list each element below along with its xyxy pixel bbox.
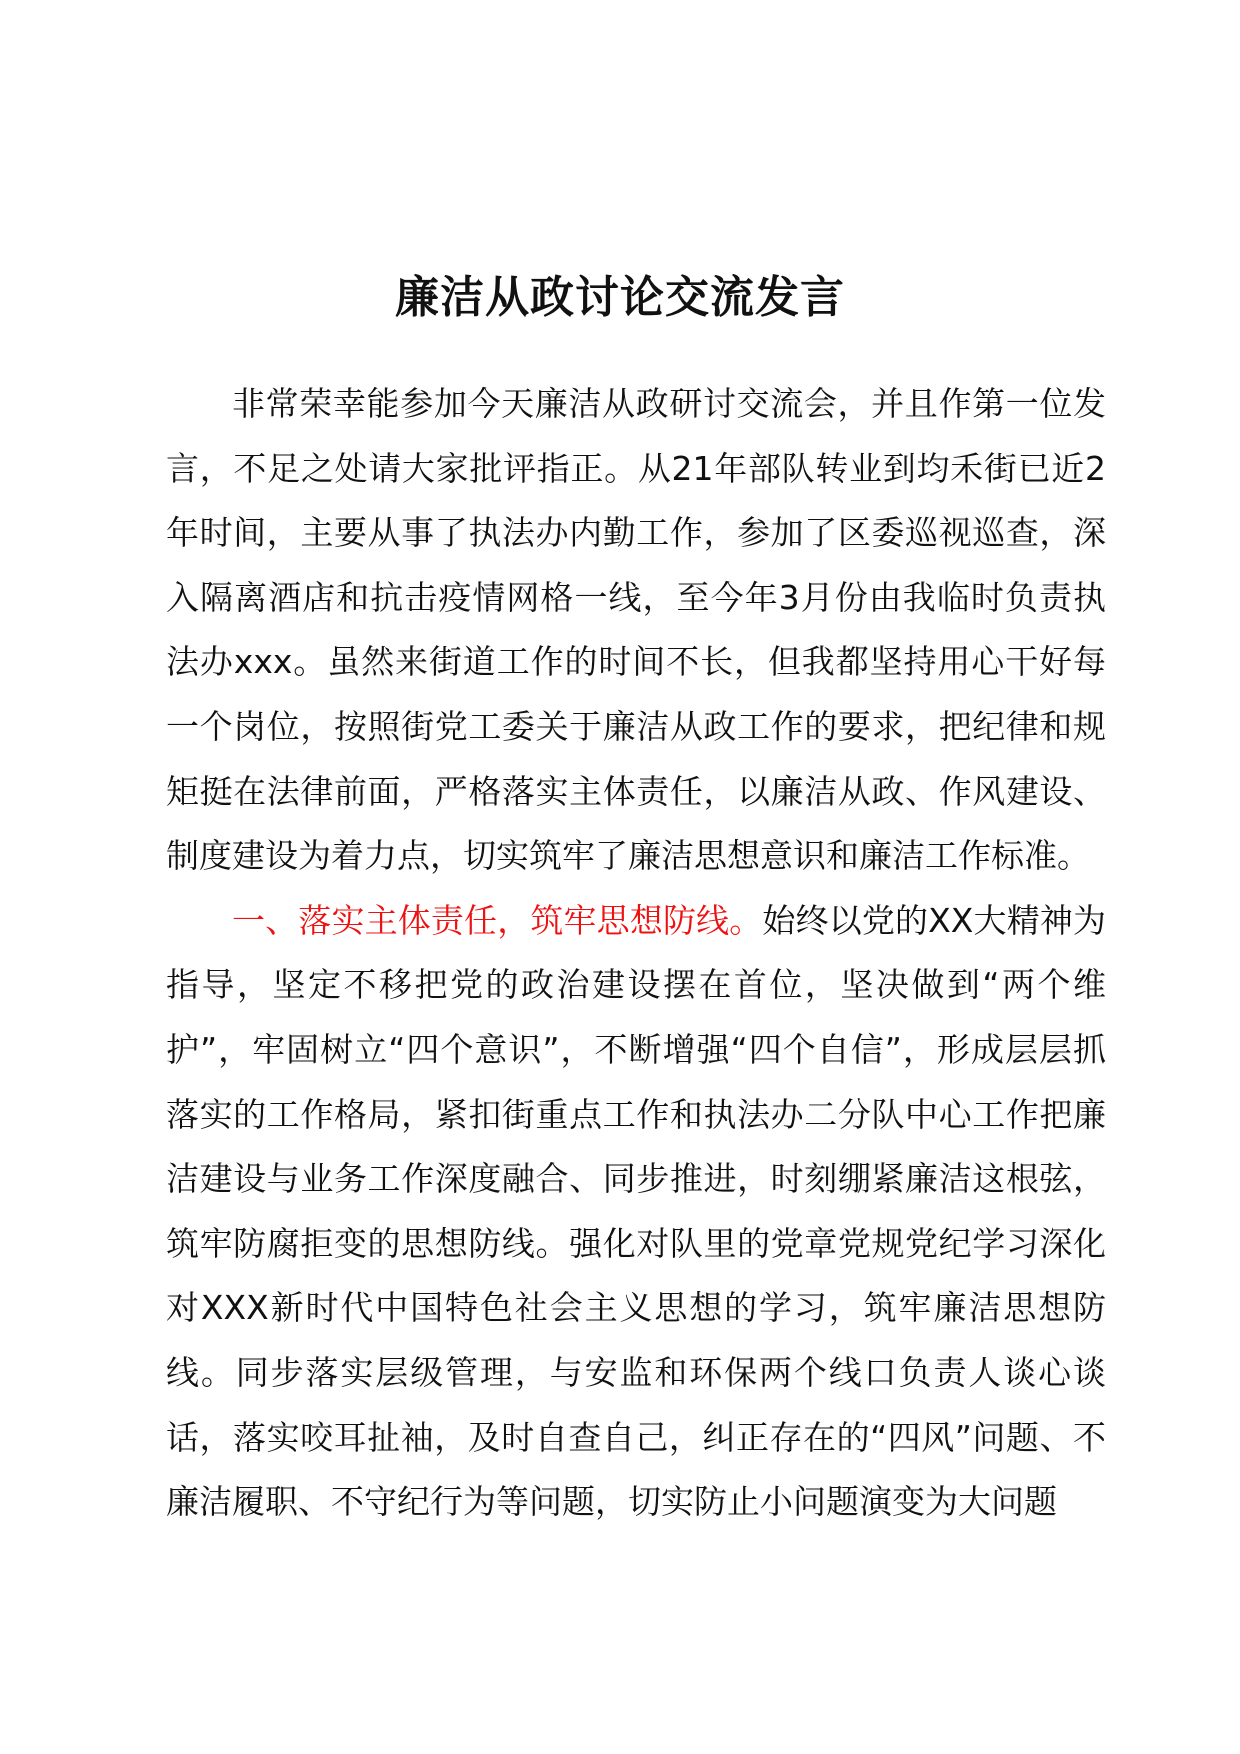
paragraph-intro-text: 非常荣幸能参加今天廉洁从政研讨交流会，并且作第一位发言，不足之处请大家批评指正。从21年部队转业到均禾街已近2年时间，主要从事了执法办内勤工作，参加了区委巡视巡查，深入隔离酒店和抗击疫情网格一线，至今年3月份由我临时负责执法办xxx。虽然来街道工作的时间不长，但我都坚持用心干好每一个岗位，按照街党工委关于廉洁从政工作的要求，把纪律和规矩挺在法律前面，严格落实主体责任，以廉洁从政、作风建设、制度建设为着力点，切实筑牢了廉洁思想意识和廉洁工作标准。 bbox=[166, 384, 1106, 876]
paragraph-intro bbox=[166, 372, 1106, 889]
paragraph-section-one bbox=[166, 889, 1106, 1535]
section-one-text: 始终以党的XX大精神为指导，坚定不移把党的政治建设摆在首位，坚决做到“两个维护”，牢固树立“四个意识”，不断增强“四个自信”，形成层层抓落实的工作格局，紧扣街重点工作和执法办二分队中心工作把廉洁建设与业务工作深度融合、同步推进，时刻绷紧廉洁这根弦，筑牢防腐拒变的思想防线。强化对队里的党章党规党纪学习深化对XXX新时代中国特色社会主义思想的学习，筑牢廉洁思想防线。同步落实层级管理，与安监和环保两个线口负责人谈心谈话，落实咬耳扯袖，及时自查自己，纠正存在的“四风”问题、不廉洁履职、不守纪行为等问题，切实防止小问题演变为大问题 bbox=[166, 900, 1106, 1522]
section-one-heading: 一、落实主体责任，筑牢思想防线。 bbox=[232, 900, 763, 940]
document-title: 廉洁从政讨论交流发言 bbox=[395, 272, 845, 323]
document-body bbox=[166, 372, 1106, 1535]
